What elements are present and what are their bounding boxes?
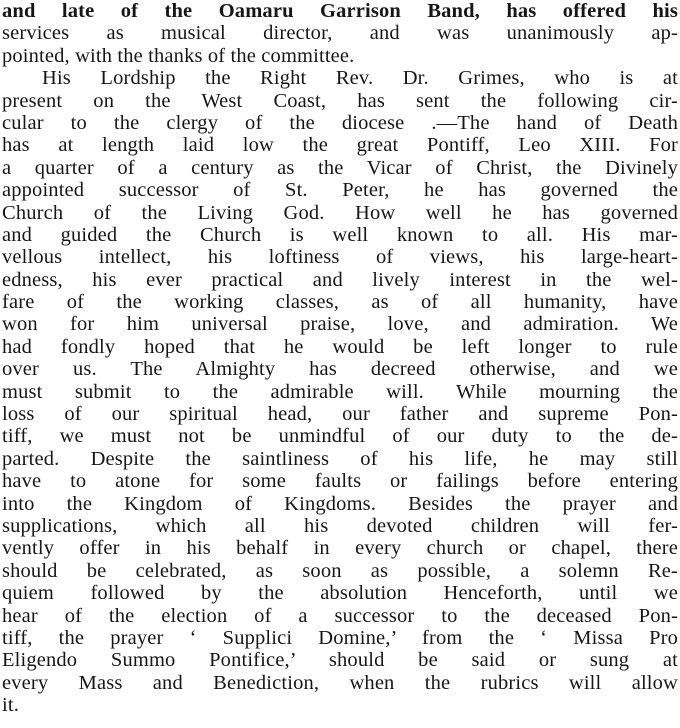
text-line: Eligendo Summo Pontifice,’ should be said or sung at (2, 649, 678, 672)
text-line: vellous intellect, his loftiness of views, his large-heart- (2, 246, 678, 269)
text-line: have to atone for some faults or failings before entering (2, 470, 678, 493)
text-line: supplications, which all his devoted children will fer- (2, 514, 678, 537)
text-line: tiff, the prayer ‘ Supplici Domine,’ from the ‘ Missa Pro (2, 626, 678, 649)
text-line: pointed, with the thanks of the committee. (2, 44, 355, 67)
text-line: cular to the clergy of the diocese .—The hand of Death (2, 111, 678, 134)
text-line: hear of the election of a successor to the deceased Pon- (2, 604, 678, 627)
text-line: has at length laid low the great Pontiff, Leo XIII. For (2, 134, 678, 157)
text-line: into the Kingdom of Kingdoms. Besides the prayer and (2, 492, 678, 515)
text-line: parted. Despite the saintliness of his life, he may still (2, 447, 678, 470)
text-line: should be celebrated, as soon as possible, a solemn Re- (2, 559, 678, 582)
text-line: edness, his ever practical and lively interest in the wel- (2, 268, 678, 291)
newspaper-column (2, 0, 678, 728)
paragraph-first-line: His Lordship the Right Rev. Dr. Grimes, who is at (42, 67, 678, 90)
text-line: must submit to the admirable will. While mourning the (2, 380, 678, 403)
text-line: it. (2, 694, 19, 717)
text-line: tiff, we must not be unmindful of our duty to the de- (2, 425, 678, 448)
text-line: services as musical director, and was unanimously ap- (2, 22, 678, 45)
text-line: and late of the Oamaru Garrison Band, has offered his (2, 0, 678, 22)
text-line: quiem followed by the absolution Henceforth, until we (2, 582, 678, 605)
text-line: vently offer in his behalf in every church or chapel, there (2, 537, 678, 560)
text-line: appointed successor of St. Peter, he has governed the (2, 179, 678, 202)
text-line: every Mass and Benediction, when the rubrics will allow (2, 671, 678, 694)
text-line: and guided the Church is well known to all. His mar- (2, 223, 678, 246)
text-line: present on the West Coast, has sent the following cir- (2, 89, 678, 112)
text-line: over us. The Almighty has decreed otherwise, and we (2, 358, 678, 381)
text-line: had fondly hoped that he would be left longer to rule (2, 335, 678, 358)
text-line: Church of the Living God. How well he has governed (2, 201, 678, 224)
text-line: a quarter of a century as the Vicar of Christ, the Divinely (2, 156, 678, 179)
text-line: loss of our spiritual head, our father and supreme Pon- (2, 403, 678, 426)
text-line: fare of the working classes, as of all humanity, have (2, 291, 678, 314)
text-line: won for him universal praise, love, and admiration. We (2, 313, 678, 336)
